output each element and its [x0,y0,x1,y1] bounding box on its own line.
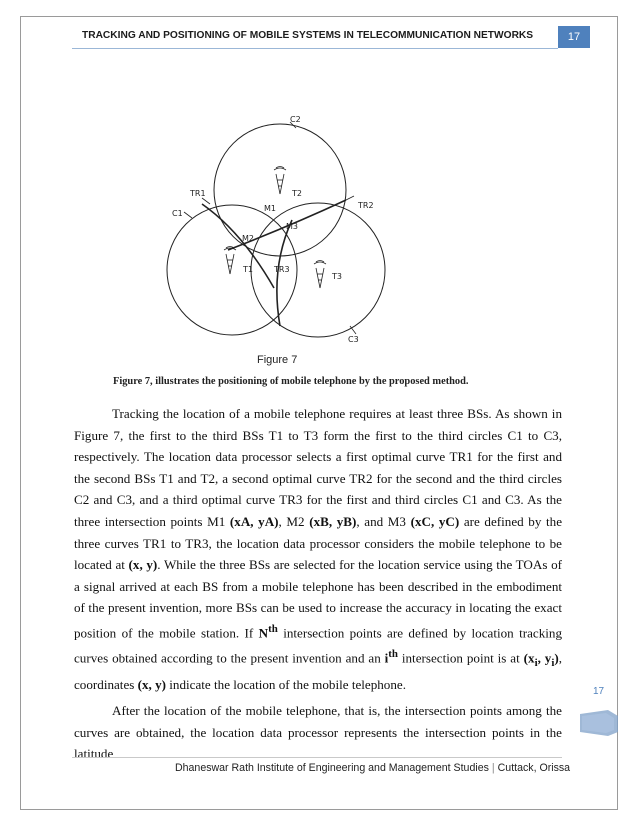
paragraph-1: Tracking the location of a mobile telephone requires at least three BSs. As shown in Figure 7, the first to the third BSs T1 to T3 form the first to the third circles C1 to C3, respectively. The location data processor selects a first optimal curve TR1 for the first and the second BSs T1 and T2, a second optimal curve TR2 for the second and the third circles C2 and C3, and a third optimal curve TR3 for the first and third circles C1 and C3. As the three intersection points M1 (xA, yA), M2 (xB, yB), and M3 (xC, yC) are defined by the three curves TR1 to TR3, the location data processor considers the mobile telephone to be located at (x, y). While the three BSs are selected for the location service using the TOAs of a signal arrived at each BS from a mobile telephone has been described in the embodiment of the present invention, more BSs can be used to increase the accuracy in locating the exact position of the mobile station. If $N^{th}$ intersection points are defined by location tracking curves obtained according to the present invention and an $i^{th}$ intersection point is at ($x_i$, $y_i$), coordinates (x, y) indicate the location of the mobile telephone. [74,406,562,693]
label-m2: M2 [242,234,254,243]
tower-t3-icon [314,261,326,289]
footer-institute: Dhaneswar Rath Institute of Engineering and Management Studies [175,762,489,774]
footer-divider [72,757,562,758]
label-tr2: TR2 [358,201,374,210]
label-m3: M3 [286,222,298,231]
page-corner-tab-icon [578,710,618,736]
footer-location: Cuttack, Orissa [497,762,571,774]
circle-c3 [251,203,385,337]
header-page-number: 17 [558,26,590,48]
header-divider [72,48,558,49]
tower-t1-icon [224,247,236,275]
tower-t2-icon [274,167,286,195]
label-t3: T3 [332,272,342,281]
label-c3: C3 [348,335,359,344]
page-footer [175,762,570,774]
label-m1: M1 [264,204,276,213]
label-t1: T1 [243,265,253,274]
circle-c2 [214,124,346,256]
label-tr3: TR3 [274,265,290,274]
figure-7-diagram [150,108,410,378]
header-title: TRACKING AND POSITIONING OF MOBILE SYSTEMS IN TELECOMMUNICATION NETWORKS [82,30,534,41]
figure-title: Figure 7 [257,354,298,366]
label-c1: C1 [172,209,183,218]
label-tr1: TR1 [190,189,206,198]
label-c2: C2 [290,115,301,124]
footer-separator: | [491,762,495,774]
paragraph-2: After the location of the mobile telephone, that is, the intersection points among the curves are obtained, the location data processor represents the intersection points in the latitude [74,703,562,762]
page-header [52,26,558,48]
label-t2: T2 [292,189,302,198]
figure-caption: Figure 7, illustrates the positioning of mobile telephone by the proposed method. [113,376,469,387]
side-page-number: 17 [593,686,605,697]
